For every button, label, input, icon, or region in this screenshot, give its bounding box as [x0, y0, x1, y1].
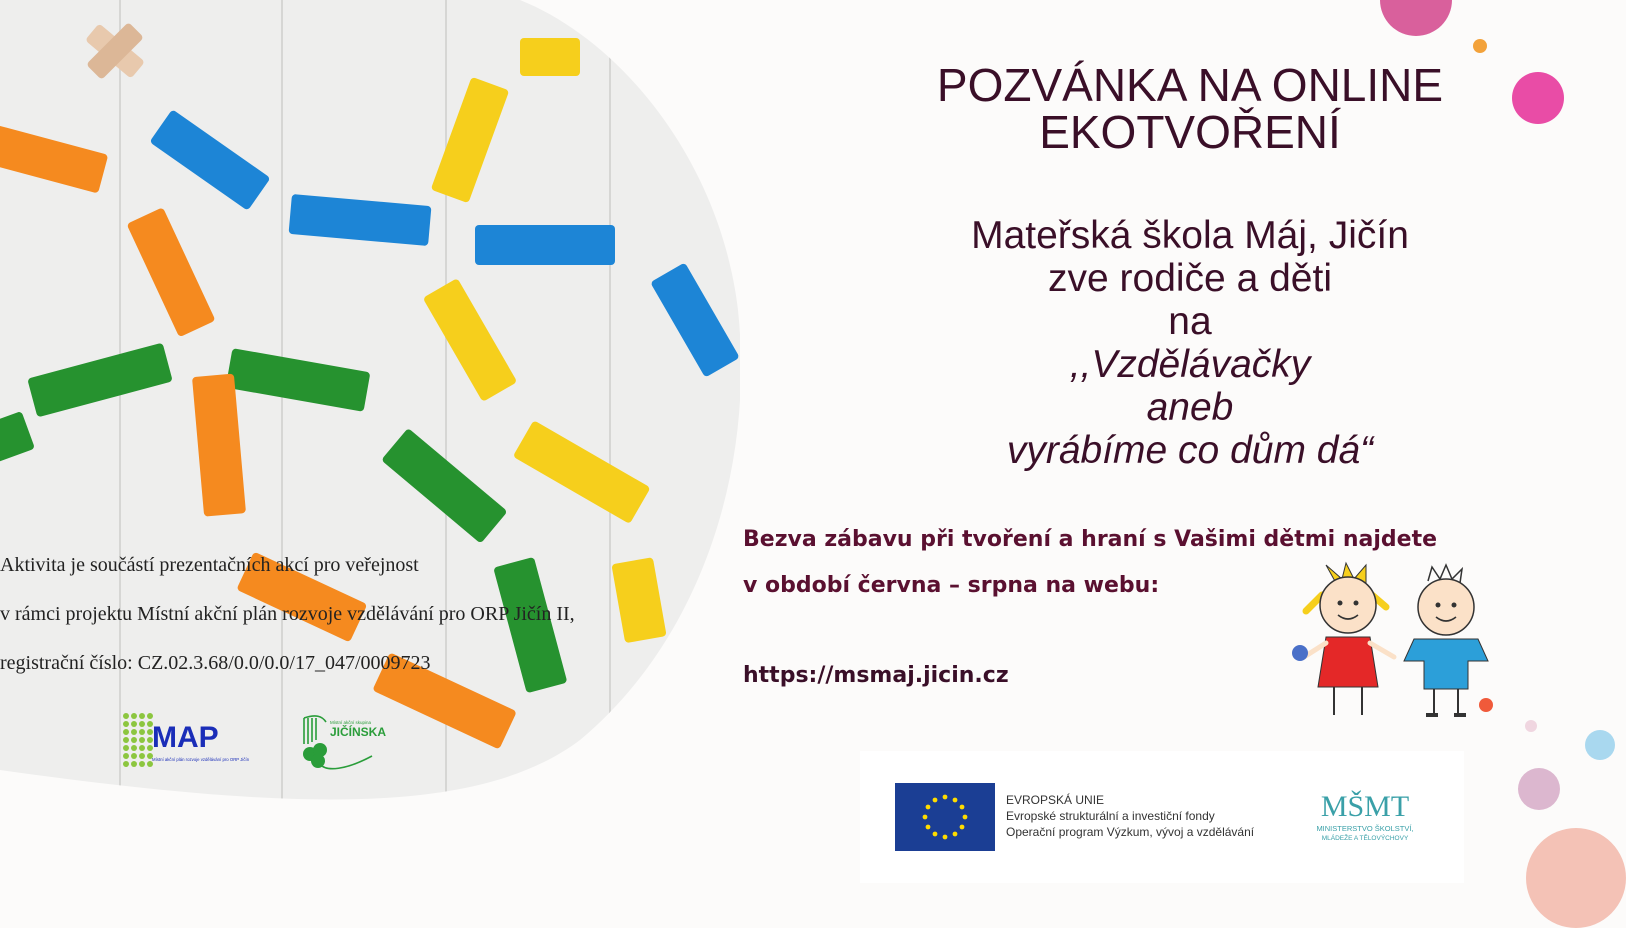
- project-line: v rámci projektu Místní akční plán rozvoje vzdělávání pro ORP Jičín II,: [0, 603, 575, 625]
- website-link[interactable]: https://msmaj.jicin.cz: [743, 663, 1009, 688]
- map-logo: [122, 712, 272, 772]
- mas-jicinska-logo: [296, 714, 387, 774]
- page-title: [880, 59, 1500, 158]
- mas-logo-text: JIČÍNSKA: [330, 725, 387, 739]
- eu-text-line: Operační program Výzkum, vývoj a vzdělávání: [1006, 825, 1255, 839]
- decor-dot: [1380, 0, 1452, 36]
- title-line: POZVÁNKA NA ONLINE: [936, 59, 1444, 111]
- eu-text-line: Evropské strukturální a investiční fondy: [1006, 809, 1215, 823]
- invitation-text: [880, 214, 1500, 472]
- decor-dot: [1585, 730, 1615, 760]
- event-name-line: vyrábíme co dům dá“: [1006, 429, 1374, 472]
- event-name-line: aneb: [1146, 386, 1234, 429]
- decor-dot: [1473, 39, 1487, 53]
- mas-logo-small-text: Místní akční skupina: [330, 720, 372, 725]
- title-line: EKOTVOŘENÍ: [1039, 106, 1341, 158]
- wooden-blocks-photo: [0, 0, 740, 810]
- info-line: v období června – srpna na webu:: [743, 573, 1160, 598]
- info-line: Bezva zábavu při tvoření a hraní s Vašimi dětmi najdete: [743, 527, 1438, 552]
- eu-text-line: EVROPSKÁ UNIE: [1006, 793, 1105, 807]
- eu-flag-icon: [895, 783, 995, 851]
- event-name-line: ,,Vzdělávačky: [1069, 343, 1311, 386]
- project-line: Aktivita je součástí prezentačních akcí pro veřejnost: [0, 554, 419, 576]
- msmt-logo: [1295, 780, 1435, 852]
- msmt-line: MINISTERSTVO ŠKOLSTVÍ,: [1316, 824, 1414, 833]
- map-logo-text: MAP: [152, 721, 219, 754]
- eu-text: [1006, 792, 1254, 840]
- kids-illustration: [1296, 565, 1500, 735]
- invitation-line: Mateřská škola Máj, Jičín: [971, 214, 1409, 257]
- invitation-line: zve rodiče a děti: [1048, 257, 1332, 300]
- decor-dot: [1512, 72, 1564, 124]
- decor-dot: [1525, 720, 1537, 732]
- project-line: registrační číslo: CZ.02.3.68/0.0/0.0/17_047/0009723: [0, 652, 431, 674]
- invitation-line: na: [1168, 300, 1212, 343]
- map-logo-subtitle: Místní akční plán rozvoje vzdělávání pro ORP Jičín: [152, 757, 250, 762]
- msmt-line: MLÁDEŽE A TĚLOVÝCHOVY: [1321, 835, 1409, 842]
- decor-dot: [1518, 768, 1560, 810]
- msmt-mark: MŠMT: [1320, 790, 1410, 823]
- decor-dot: [1526, 828, 1626, 928]
